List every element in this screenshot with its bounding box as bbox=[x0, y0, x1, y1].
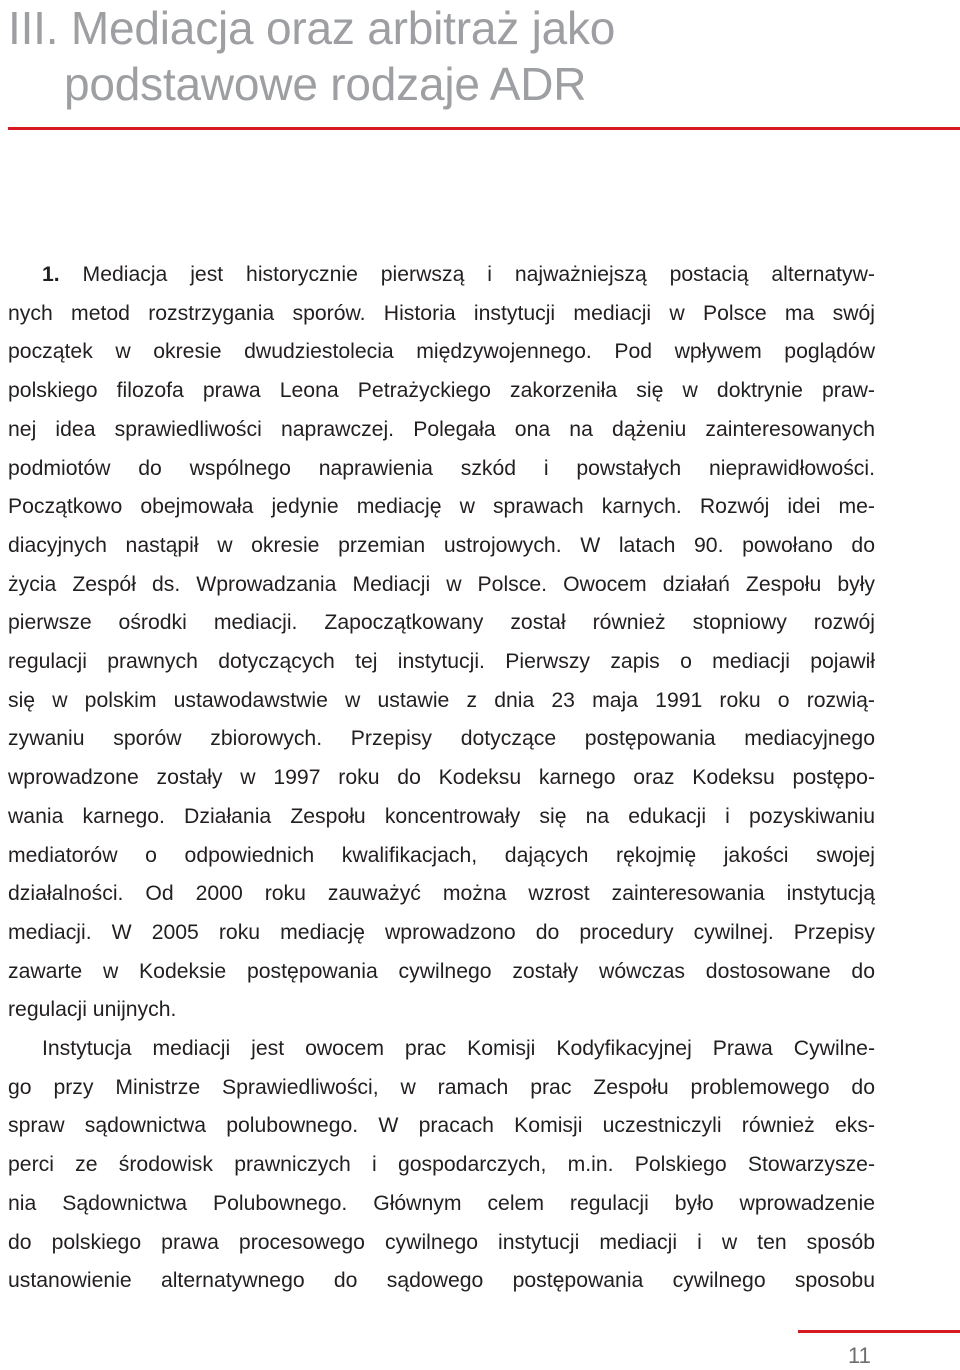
paragraph-line: Początkowo obejmowała jedynie mediację w sprawach karnych. Rozwój idei me- bbox=[8, 495, 875, 519]
paragraph-line: życia Zespół ds. Wprowadzania Mediacji w Polsce. Owocem działań Zespołu były bbox=[8, 572, 875, 596]
paragraph-line: pierwsze ośrodki mediacji. Zapoczątkowany został również stopniowy rozwój bbox=[8, 611, 875, 635]
paragraph-line: nych metod rozstrzygania sporów. Historia instytucji mediacji w Polsce ma swój bbox=[8, 301, 875, 325]
paragraph-line: nej idea sprawiedliwości naprawczej. Polegała ona na dążeniu zainteresowanych bbox=[8, 417, 875, 441]
title-divider-rule bbox=[8, 127, 960, 130]
paragraph-line: mediacji. W 2005 roku mediację wprowadzono do procedury cywilnej. Przepisy bbox=[8, 920, 875, 944]
paragraph-line: diacyjnych nastąpił w okresie przemian ustrojowych. W latach 90. powołano do bbox=[8, 533, 875, 557]
footer-divider-rule bbox=[798, 1330, 960, 1333]
paragraph-2 bbox=[8, 1030, 875, 1301]
chapter-title-line-2: podstawowe rodzaje ADR bbox=[64, 58, 587, 110]
paragraph-line: spraw sądownictwa polubownego. W pracach Komisji uczestniczyli również eks- bbox=[8, 1114, 875, 1138]
paragraph-line: wania karnego. Działania Zespołu koncentrowały się na edukacji i pozyskiwaniu bbox=[8, 804, 875, 828]
paragraph-line: regulacji unijnych. bbox=[8, 998, 177, 1022]
paragraph-line: początek w okresie dwudziestolecia międzywojennego. Pod wpływem poglądów bbox=[8, 340, 875, 364]
chapter-title bbox=[8, 0, 908, 112]
paragraph-line: Instytucja mediacji jest owocem prac Komisji Kodyfikacyjnej Prawa Cywilne- bbox=[42, 1037, 875, 1060]
paragraph-line: nia Sądownictwa Polubownego. Głównym celem regulacji było wprowadzenie bbox=[8, 1191, 875, 1215]
paragraph-line bbox=[8, 256, 875, 295]
paragraph-line: się w polskim ustawodawstwie w ustawie z dnia 23 maja 1991 roku o rozwią- bbox=[8, 688, 875, 712]
paragraph-line: regulacji prawnych dotyczących tej instytucji. Pierwszy zapis o mediacji pojawił bbox=[8, 650, 875, 674]
paragraph-line: wprowadzone zostały w 1997 roku do Kodeksu karnego oraz Kodeksu postępo- bbox=[8, 766, 875, 790]
paragraph-1 bbox=[8, 256, 875, 1030]
page-number: 11 bbox=[848, 1343, 871, 1368]
paragraph-number: 1. bbox=[42, 263, 60, 286]
paragraph-line: polskiego filozofa prawa Leona Petrażyckiego zakorzeniła się w doktrynie praw- bbox=[8, 379, 875, 403]
paragraph-line: zywaniu sporów zbiorowych. Przepisy dotyczące postępowania mediacyjnego bbox=[8, 727, 875, 751]
paragraph-line: działalności. Od 2000 roku zauważyć można wzrost zainteresowania instytucją bbox=[8, 882, 875, 906]
paragraph-line: go przy Ministrze Sprawiedliwości, w ramach prac Zespołu problemowego do bbox=[8, 1075, 875, 1099]
paragraph-line-text: Mediacja jest historycznie pierwszą i najważniejszą postacią alternatyw- bbox=[82, 263, 875, 286]
chapter-title-line-1: III. Mediacja oraz arbitraż jako bbox=[8, 2, 616, 54]
paragraph-line: perci ze środowisk prawniczych i gospodarczych, m.in. Polskiego Stowarzysze- bbox=[8, 1153, 875, 1177]
paragraph-line: do polskiego prawa procesowego cywilnego instytucji mediacji i w ten sposób bbox=[8, 1230, 875, 1254]
paragraph-line: podmiotów do wspólnego naprawienia szkód i powstałych nieprawidłowości. bbox=[8, 456, 875, 480]
paragraph-line: zawarte w Kodeksie postępowania cywilnego zostały wówczas dostosowane do bbox=[8, 959, 875, 983]
paragraph-line: ustanowienie alternatywnego do sądowego postępowania cywilnego sposobu bbox=[8, 1269, 875, 1293]
paragraph-line: mediatorów o odpowiednich kwalifikacjach, dających rękojmię jakości swojej bbox=[8, 843, 875, 867]
